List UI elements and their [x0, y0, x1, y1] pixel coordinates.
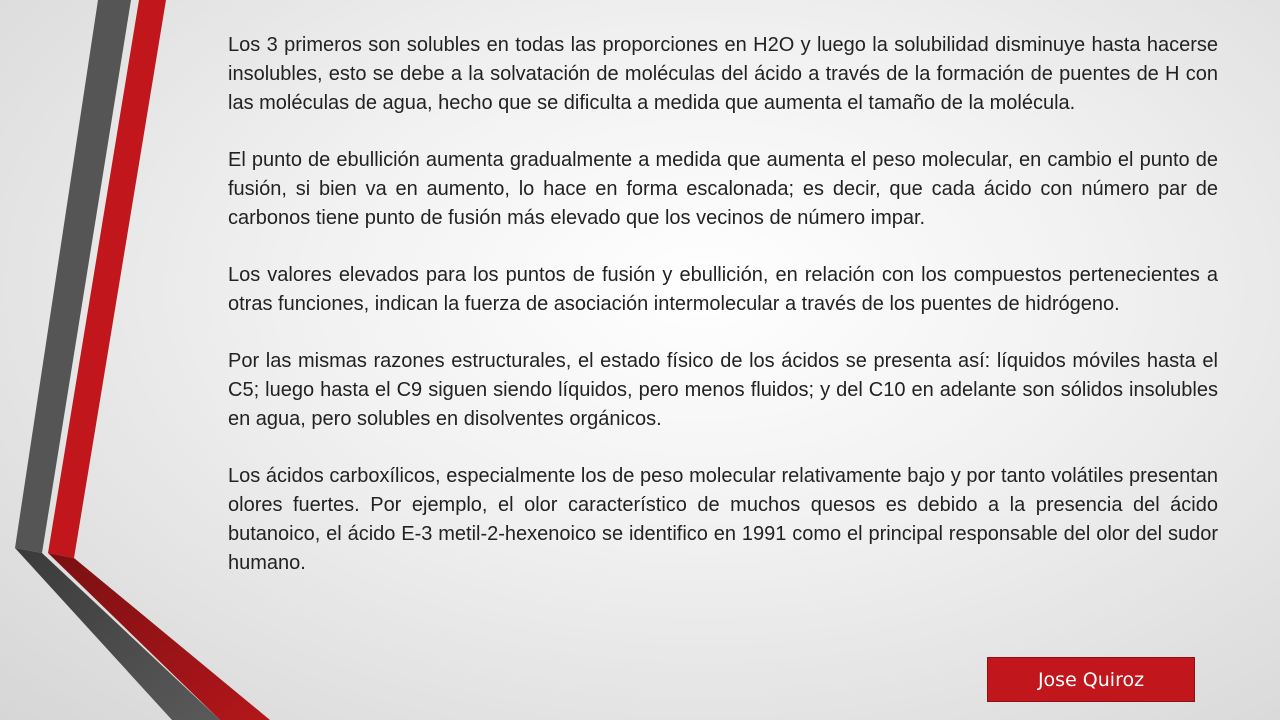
paragraph-association: Los valores elevados para los puntos de fusión y ebullición, en relación con los compuestos pertenecientes a otras funciones, indican la fuerza de asociación intermolecular a través de los puentes de hidrógeno.	[228, 264, 1218, 315]
body-text	[228, 31, 1218, 578]
paragraph-solubility: Los 3 primeros son solubles en todas las proporciones en H2O y luego la solubilidad disminuye hasta hacerse insolubles, esto se debe a la solvatación de moléculas del ácido a través de la formación de puentes de H con las moléculas de agua, hecho que se dificulta a medida que aumenta el tamaño de la molécula.	[228, 34, 1218, 114]
paragraph-boiling-point: El punto de ebullición aumenta gradualmente a medida que aumenta el peso molecular, en cambio el punto de fusión, si bien va en aumento, lo hace en forma escalonada; es decir, que cada ácido con número par de carbonos tiene punto de fusión más elevado que los vecinos de número impar.	[228, 149, 1218, 229]
paragraph-physical-state: Por las mismas razones estructurales, el estado físico de los ácidos se presenta así: líquidos móviles hasta el C5; luego hasta el C9 siguen siendo líquidos, pero menos fluidos; y del C10 en adelante son sólidos insolubles en agua, pero solubles en disolventes orgánicos.	[228, 350, 1218, 430]
gray-stripe-lower	[15, 548, 220, 720]
author-badge: Jose Quiroz	[987, 657, 1195, 702]
paragraph-odor: Los ácidos carboxílicos, especialmente los de peso molecular relativamente bajo y por tanto volátiles presentan olores fuertes. Por ejemplo, el olor característico de muchos quesos es debido a la presencia del ácido butanoico, el ácido E-3 metil-2-hexenoico se identifico en 1991 como el principal responsable del olor del sudor humano.	[228, 465, 1218, 574]
